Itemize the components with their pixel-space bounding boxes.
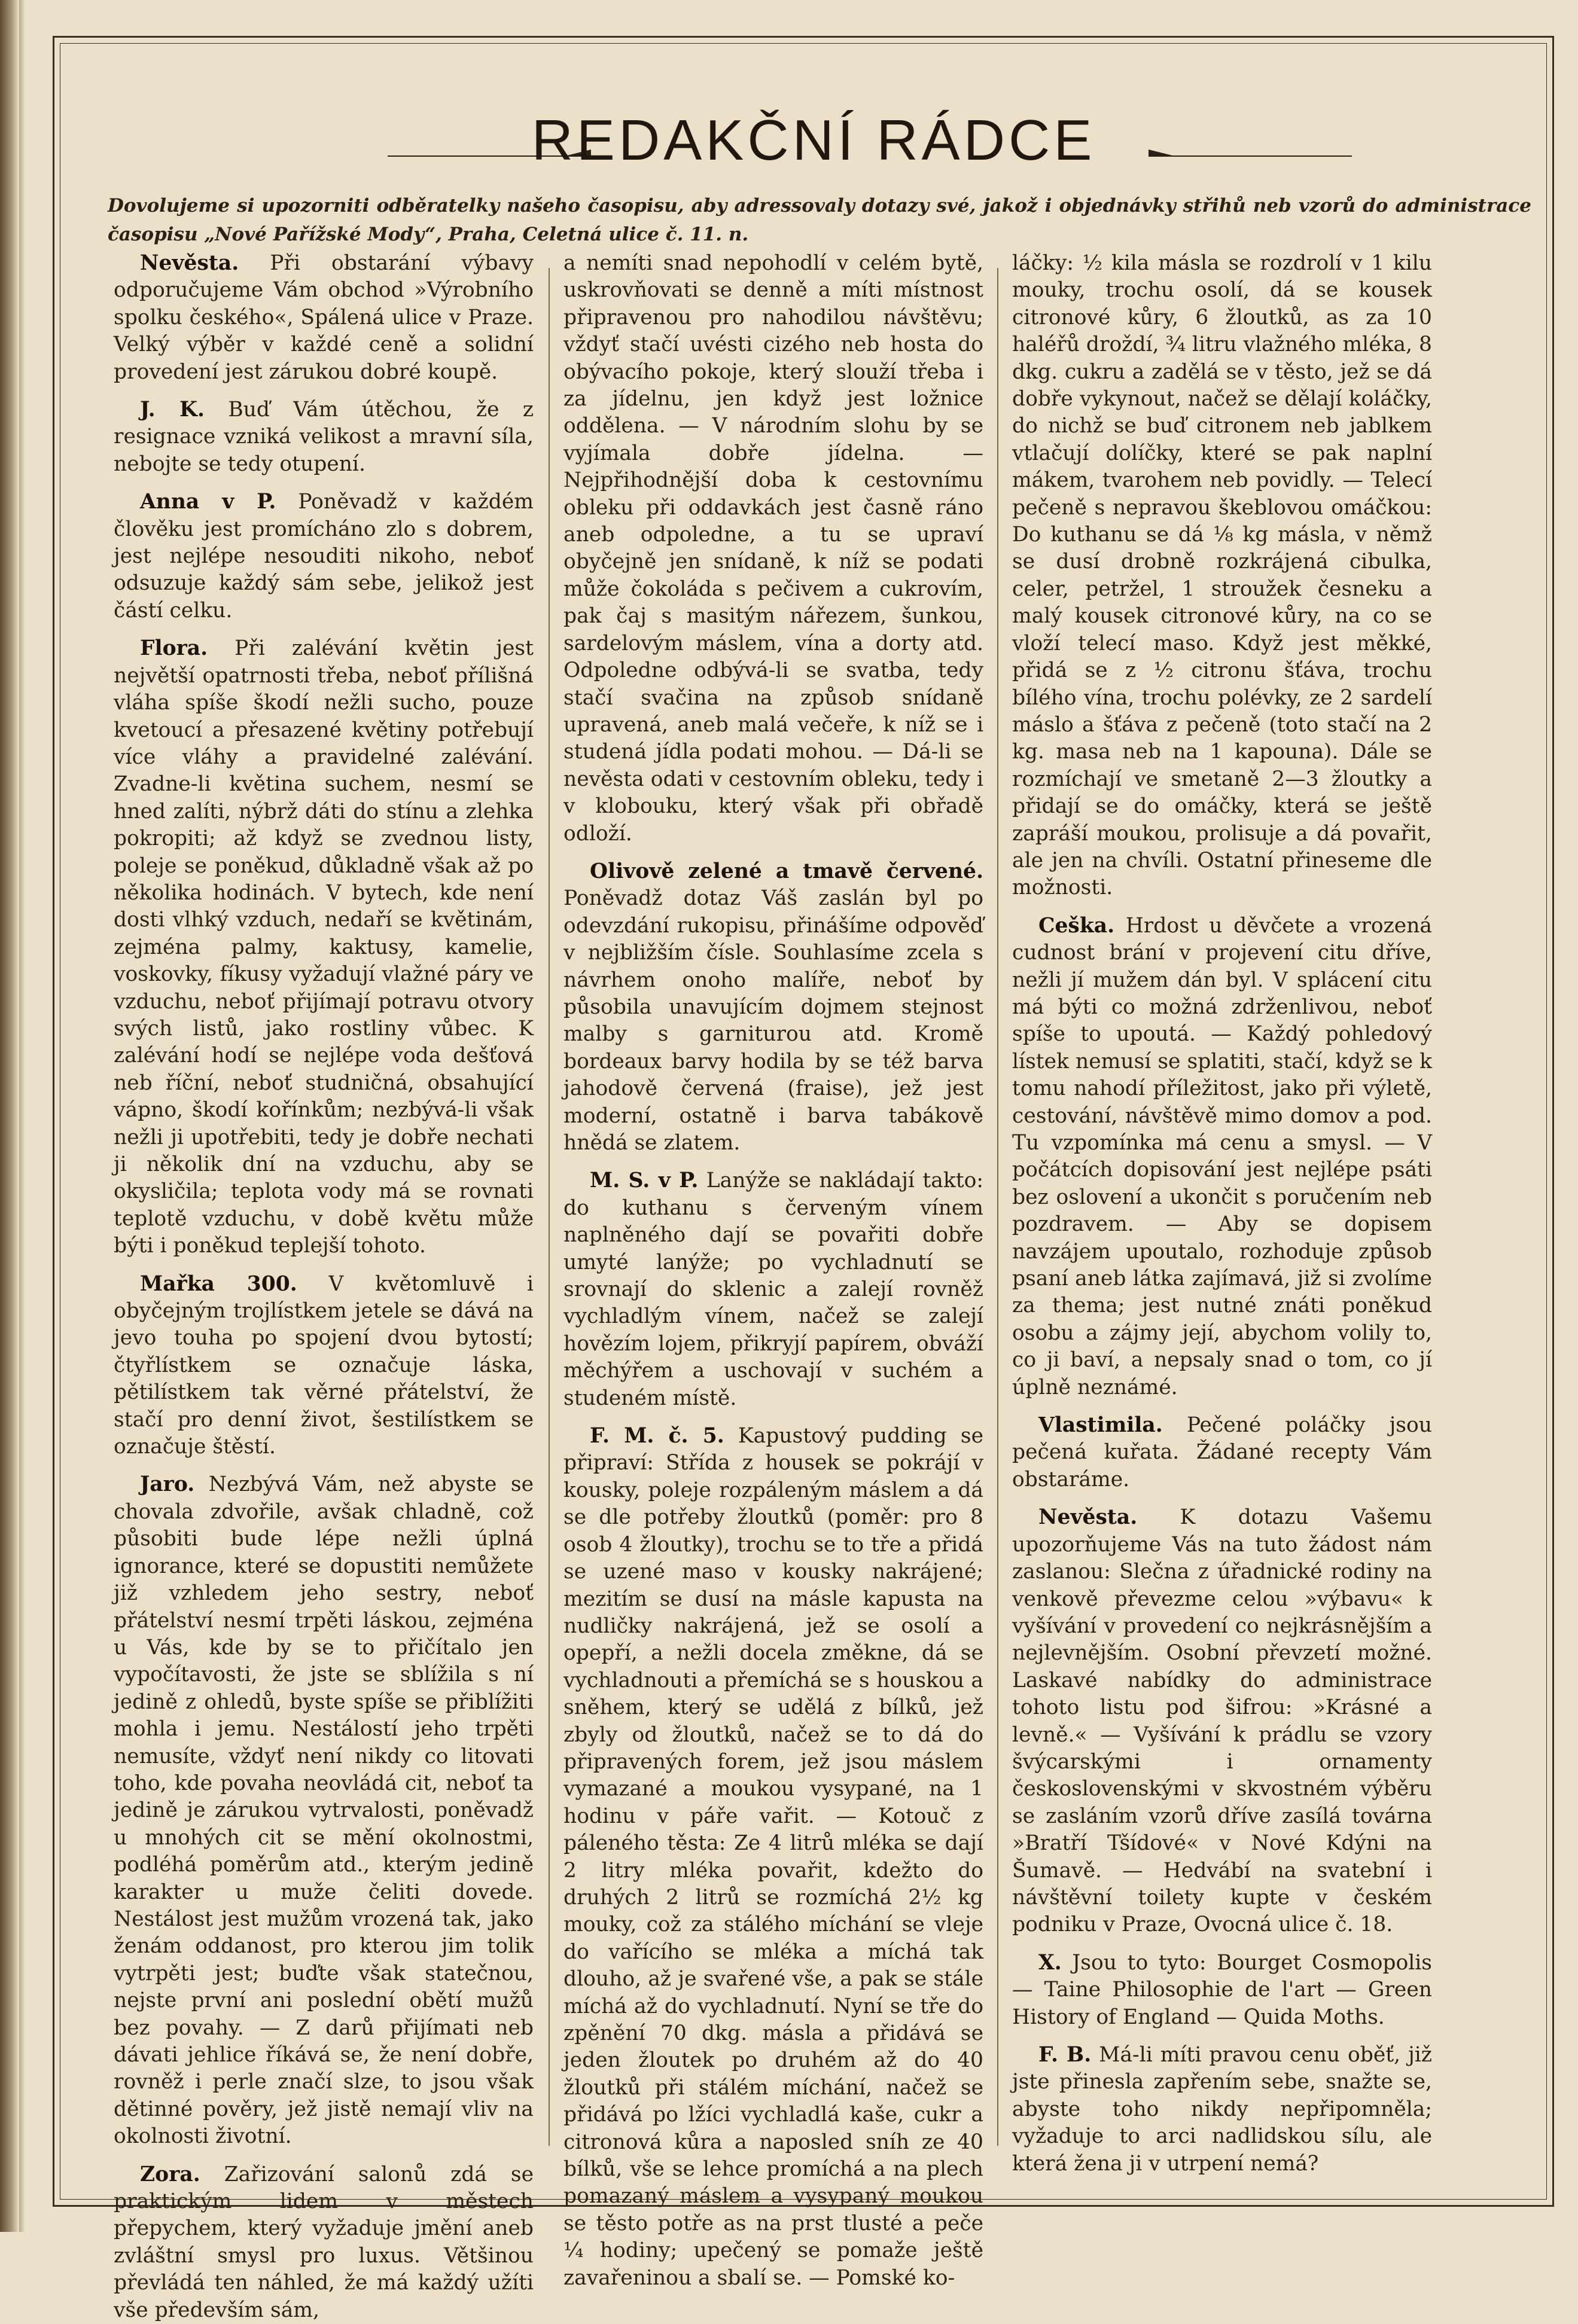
answer-entry: [563, 1167, 983, 1412]
answer-text: Pečené poláčky jsou pečená kuřata. Žádané recepty Vám obstaráme.: [1012, 1413, 1432, 1492]
answer-text: láčky: ½ kila másla se rozdrolí v 1 kilu mouky, trochu osolí, dá se kousek citronové kůry, 6 žloutků, as za 10 haléřů droždí, ¾ litru vlažného mléka, 8 dkg. cukru a zadělá se v těsto, jež se dá dobře vykynout, načež se dělají koláčky, do nichž se buď citronem neb jablkem vtlačují dolíčky, které se pak naplní mákem, tvarohem neb povidly. — Telecí pečeně s nepravou škeblovou omáčkou: Do kuthanu se dá ⅛ kg másla, v němž se dusí drobně rozkrájená cibulka, celer, petržel, 1 stroužek česneku a malý kousek citronové kůry, na co se vloží telecí maso. Když jest měkké, přidá se z ½ citronu šťáva, trochu bílého vína, trochu polévky, ze 2 sardelí máslo a šťáva z pečeně (toto stačí na 2 kg. masa neb na 1 kapouna). Dále se rozmíchají ve smetaně 2—3 žloutky a přidají se do omáčky, která se ještě zapráší moukou, prolisuje a dá povařit, ale jen na chvíli. Ostatní přineseme dle možnosti.: [1012, 251, 1432, 900]
answer-text: Při obstarání výbavy odporučujeme Vám obchod »Výrobního spolku českého«, Spálená ulice v Praze. Velký výběr v každé ceně a solidní provedení jest zárukou dobré koupě.: [114, 251, 534, 384]
page-fold-shadow: [19, 0, 25, 2232]
answer-addressee: F. M. č. 5.: [590, 1424, 724, 1448]
answer-entry: [1012, 2042, 1432, 2177]
answer-addressee: Mařka 300.: [140, 1271, 297, 1296]
column-separator: [549, 268, 550, 2146]
answer-entry: [114, 1271, 534, 1461]
column-1: [114, 250, 534, 2324]
answer-text: Poněvadž dotaz Váš zaslán byl po odevzdání rukopisu, přinášíme odpověď v nejbližším čísle. Souhlasíme zcela s návrhem onoho malíře, neboť by působila unavujícím dojmem stejnost malby s garniturou atd. Kromě bordeaux barvy hodila by se též barva jahodově červená (fraise), jež jest moderní, ostatně i barva tabákově hnědá se zlatem.: [563, 886, 983, 1155]
answer-text: Kapustový pudding se připraví: Střída z housek se pokrájí v kousky, poleje rozpáleným máslem a dá se dle potřeby žloutků (poměr: pro 8 osob 4 žloutky), trochu se to tře a přidá se uzené maso v kousky nakrájené; mezitím se dusí na másle kapusta na nudličky nakrájená, jež se osolí a opepří, a nežli docela změkne, dá se vychladnouti a přemíchá se s houskou a sněhem, který se udělá z bílků, jež zbyly od žloutků, načež se to dá do připravených forem, jež jsou máslem vymazané a moukou vysypané, na 1 hodinu v páře vařit. — Kotouč z páleného těsta: Ze 4 litrů mléka se dají 2 litry mléka povařit, kdežto do druhých 2 litrů se rozmíchá 2½ kg mouky, což za stálého míchání se vleje do vařícího se mléka a míchá tak dlouho, až je svařené vše, a pak se stále míchá až do vychladnutí. Nyní se tře do zpěnění 70 dkg. másla a přidává se jeden žloutek po druhém až do 40 žloutků při stálém míchání, načež se přidává po lžíci vychladlá kaše, cukr a citronová kůra a naposled sníh ze 40 bílků, vše se lehce promíchá a na plech pomazaný máslem a vysypaný moukou se těsto potře as na prst tlusté a peče ¼ hodiny; upečený se pomaže ještě zavařeninou a sbalí se. — Pomské ko-: [563, 1424, 983, 2290]
answer-entry: [563, 858, 983, 1157]
answer-addressee: X.: [1038, 1950, 1062, 1975]
answer-text: Zařizování salonů zdá se praktickým lidem v městech přepychem, který vyžaduje jmění aneb zvláštní smysl pro luxus. Většinou převládá ten náhled, že má každý užíti vše především sám,: [114, 2162, 534, 2322]
answer-text: Poněvadž v každém člověku jest promícháno zlo s dobrem, jest nejlépe nesouditi nikoho, neboť odsuzuje každý sám sebe, jelikož jest částí celku.: [114, 490, 534, 623]
answer-text: V květomluvě i obyčejným trojlístkem jetele se dává na jevo touha po spojení dvou bytostí; čtyřlístkem se označuje láska, pětilístkem tak věrné přátelství, že stačí pro denní život, šestilístkem se označuje štěstí.: [114, 1271, 534, 1459]
answer-addressee: M. S. v P.: [590, 1169, 699, 1193]
answer-addressee: Anna v P.: [140, 490, 276, 514]
answer-entry: [114, 1471, 534, 2150]
answer-entry: [1012, 913, 1432, 1401]
column-3: [1012, 250, 1432, 2177]
answer-entry: [1012, 1504, 1432, 1939]
answer-addressee: Zora.: [140, 2162, 200, 2186]
column-separator: [997, 268, 998, 2146]
answer-text: Nezbývá Vám, než abyste se chovala zdvořile, avšak chladně, což působiti bude lépe nežli úplná ignorance, které se dopustiti nemůžete již vzhledem jeho sestry, neboť přátelství nesmí trpěti láskou, zejména u Vás, kde by se to přičítalo jen vypočítavosti, že jste se sblížila s ní jedině z ohledů, byste spíše se přiblížiti mohla i jemu. Nestálostí jeho trpěti nemusíte, vždyť není nikdy co litovati toho, kde povaha neovládá cit, neboť ta jedině je zárukou vytrvalosti, poněvadž u mnohých cit se mění okolnostmi, podléhá poměrům atd., kterým jedině karakter u muže čeliti dovede. Nestálost jest mužům vrozená tak, jako ženám oddanost, pro kterou jim tolik vytrpěti jest; buďte však statečnou, nejste první ani poslední obětí mužů bez povahy. — Z darů přijímati neb dávati jehlice říkává se, že není dobře, rovněž i perle značí slze, to jsou však dětinné pověry, jež jistě nemají vliv na okolnosti životní.: [114, 1472, 534, 2149]
answer-entry: [114, 397, 534, 478]
answer-addressee: Vlastimila.: [1038, 1413, 1163, 1438]
answer-addressee: Nevěsta.: [140, 251, 239, 275]
answer-text: Při zalévání květin jest největší opatrnosti třeba, neboť přílišná vláha spíše škodí nežli sucho, pouze kvetoucí a přesazené květiny potřebují více vláhy a pravidelné zalévání. Zvadne-li květina suchem, nesmí se hned zalíti, nýbrž dáti do stínu a zlehka pokropiti; až když se zvednou listy, poleje se poněkud, důkladně však až po několika hodinách. V bytech, kde není dosti vlhký vzduch, nedaří se květinám, zejména palmy, kaktusy, kamelie, voskovky, fíkusy vyžadují vlažné páry ve vzduchu, neboť přijímají potravu otvory svých listů, jako rostliny vůbec. K zalévání hodí se nejlépe voda dešťová neb říční, neboť studničná, obsahující vápno, škodí kořínkům; nezbývá-li však nežli ji upotřebiti, tedy je dobře nechati ji několik dní na vzduchu, aby se okysličila; teplota vody má se rovnati teplotě vzduchu, v době květu může býti i poněkud teplejší tohoto.: [114, 636, 534, 1258]
answer-text: K dotazu Vašemu upozorňujeme Vás na tuto žádost nám zaslanou: Slečna z úřadnické rodiny na venkově převezme celou »výbavu« k vyšívání v provedení co nejkrásnějším a nejlevnějším. Osobní převzetí možné. Laskavé nabídky do administrace tohoto listu pod šifrou: »Krásné a levně.« — Vyšívání k prádlu se vzory švýcarskými i ornamenty československými v skvostném výběru se zasláním vzorů dříve zasílá továrna »Bratří Tšídové« v Nové Kdýni na Šumavě. — Hedvábí na svatební i návštěvní toilety kupte v českém podniku v Praze, Ovocná ulice č. 18.: [1012, 1505, 1432, 1937]
answer-text: Buď Vám útěchou, že z resignace vzniká velikost a mravní síla, nebojte se tedy otupení.: [114, 398, 534, 476]
answer-entry: [1012, 250, 1432, 902]
answer-entry: [563, 1423, 983, 2292]
column-2: [563, 250, 983, 2292]
page-title: REDAKČNÍ RÁDCE: [531, 108, 1096, 172]
answer-addressee: J. K.: [140, 398, 205, 422]
answer-text: Má-li míti pravou cenu oběť, již jste přinesla zapřením sebe, snažte se, abyste toho nikdy nepřipomněla; vyžaduje to arci nadlidskou sílu, ale která žena ji v utrpení nemá?: [1012, 2043, 1432, 2176]
answer-entry: [114, 2161, 534, 2324]
answer-addressee: Jaro.: [140, 1472, 195, 1497]
answer-text: Hrdost u děvčete a vrozená cudnost brání v projevení citu dříve, nežli jí mužem dán byl. V splácení citu má býti co možná zdrženlivou, neboť spíše to upoutá. — Každý pohledový lístek nemusí se splatiti, stačí, když se k tomu nahodí příležitost, jako při výletě, cestování, návštěvě mimo domov a pod. Tu vzpomínka má cenu a smysl. — V počátcích dopisování jest nejlépe psáti bez oslovení a ukončit s poručením neb pozdravem. — Aby se dopisem navzájem upoutalo, rozhoduje způsob psaní aneb látka zajímavá, již si zvolíme za thema; jest nutné znáti poněkud osobu a zájmy její, abychom volily to, co ji baví, a nepsaly snad o tom, co jí úplně neznámé.: [1012, 913, 1432, 1399]
answer-addressee: Olivově zelené a tmavě červené.: [590, 859, 983, 883]
answer-addressee: Flora.: [140, 636, 208, 661]
answer-text: Jsou to tyto: Bourget Cosmopolis — Taine Philosophie de l'art — Green History of England — Quida Moths.: [1012, 1950, 1432, 2029]
answer-entry: [114, 489, 534, 624]
answer-entry: [1012, 1950, 1432, 2031]
title-ornament-right: [1149, 148, 1352, 157]
answer-entry: [1012, 1412, 1432, 1493]
answer-addressee: F. B.: [1038, 2043, 1092, 2067]
answers-columns: [114, 250, 1507, 2322]
page-binding-edge: [0, 0, 19, 2232]
editorial-notice: Dovolujeme si upozorniti odběratelky našeho časopisu, aby adressovaly dotazy své, jakož i objednávky střihů neb vzorů do administrace časopisu „Nové Pařížské Mody“, Praha, Celetná ulice č. 11. n.: [108, 195, 1531, 245]
answer-entry: [114, 635, 534, 1259]
answer-addressee: Ceška.: [1038, 913, 1115, 938]
answer-addressee: Nevěsta.: [1038, 1505, 1138, 1530]
section-header: [96, 90, 1531, 179]
answer-entry: [114, 250, 534, 386]
answer-entry: [563, 250, 983, 847]
answer-text: a nemíti snad nepohodlí v celém bytě, uskrovňovati se denně a míti místnost připravenou pro nahodilou návštěvu; vždyť stačí uvésti cizého neb hosta do obývacího pokoje, který slouží třeba i za jídelnu, jen když jest ložnice oddělena. — V národním slohu by se vyjímala dobře jídelna. — Nejpřihodnější doba k cestovnímu obleku při oddavkách jest časně ráno aneb odpoledne, a tu se upraví obyčejně jen snídaně, k níž se podati může čokoláda s pečivem a cukrovím, pak čaj s masitým nářezem, šunkou, sardelovým máslem, vína a dorty atd. Odpoledne odbývá-li se svatba, tedy stačí svačina na způsob snídaně upravená, aneb malá večeře, k níž se i studená jídla podati mohou. — Dá-li se nevěsta odati v cestovním obleku, tedy i v klobouku, který však při obřadě odloží.: [563, 251, 983, 846]
answer-text: Lanýže se nakládají takto: do kuthanu s červeným vínem naplněného dají se povařiti dobře umyté lanýže; po vychladnutí se srovnají do sklenic a zalejí rovněž vychladlým vínem, načež se zalejí hovězím lojem, přikryjí papírem, obváží měchýřem a uschovají v suchém a studeném místě.: [563, 1169, 983, 1410]
